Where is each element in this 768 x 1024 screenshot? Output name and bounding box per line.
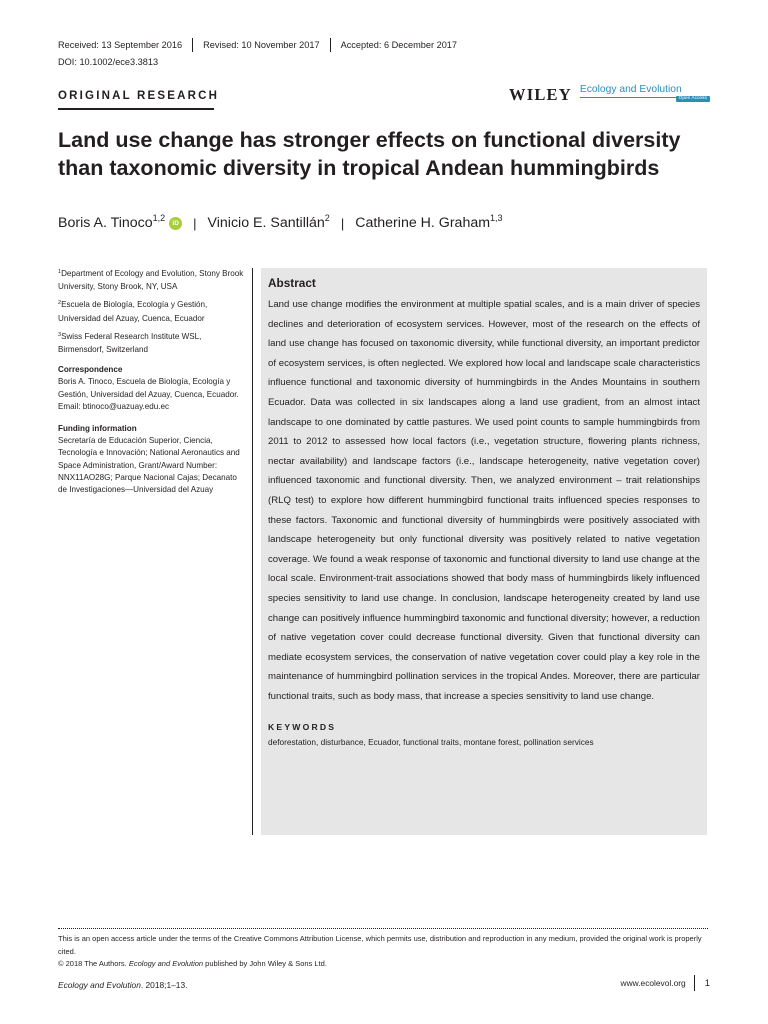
affiliation-text: Department of Ecology and Evolution, Stony Brook University, Stony Brook, NY, USA — [58, 269, 244, 292]
footer-divider-bar — [694, 975, 695, 991]
affiliation — [58, 331, 248, 356]
article-title: Land use change has stronger effects on functional diversity than taxonomic diversity in tropical Andean hummingbirds — [58, 128, 681, 180]
citation-details: . 2018;1–13. — [140, 980, 188, 990]
author-name[interactable]: Catherine H. Graham — [355, 215, 491, 231]
license-notice — [58, 933, 708, 971]
copyright-journal: Ecology and Evolution — [128, 959, 204, 968]
article-dates — [58, 38, 457, 52]
keywords-text: deforestation, disturbance, Ecuador, functional traits, montane forest, pollination services — [268, 737, 594, 748]
author-affiliation-sup: 1,3 — [490, 213, 503, 223]
abstract-heading: Abstract — [268, 276, 316, 290]
affiliation-sup: 1 — [58, 269, 62, 275]
page-number: 1 — [704, 977, 710, 989]
affiliation-sup: 2 — [58, 300, 62, 307]
article-sidebar — [58, 268, 248, 506]
wiley-wordmark: WILEY — [509, 85, 572, 104]
date-divider — [192, 38, 193, 52]
footer-right — [621, 975, 710, 991]
section-label: ORIGINAL RESEARCH — [58, 90, 220, 102]
license-text: This is an open access article under the terms of the Creative Commons Attribution License, which permits use, distribution and reproduction in any medium, provided the original work is properly cited. — [58, 934, 702, 956]
abstract-box — [261, 268, 707, 835]
footer-divider — [58, 928, 708, 929]
open-access-badge: Open Access — [676, 96, 710, 102]
correspondence-text: Boris A. Tinoco, Escuela de Biología, Ecología y Gestión, Universidad del Azuay, Cuenca, Ecuador. — [58, 377, 239, 399]
revised-date: Revised: 10 November 2017 — [203, 40, 320, 50]
journal-name: Ecology and Evolution — [579, 84, 682, 95]
section-underline — [58, 108, 214, 110]
orcid-icon[interactable]: iD — [169, 217, 182, 230]
column-divider — [252, 268, 253, 835]
affiliation-sup: 3 — [58, 331, 62, 338]
correspondence-heading: Correspondence — [58, 365, 123, 375]
affiliation-text: Escuela de Biología, Ecología y Gestión, Universidad del Azuay, Cuenca, Ecuador — [58, 300, 208, 323]
correspondence-email[interactable]: Email: btinoco@uazuay.edu.ec — [58, 401, 170, 411]
funding-block — [58, 423, 248, 496]
affiliation-text: Swiss Federal Research Institute WSL, Birmensdorf, Switzerland — [58, 331, 202, 355]
author-name[interactable]: Boris A. Tinoco — [58, 215, 153, 231]
accepted-date: Accepted: 6 December 2017 — [340, 40, 458, 50]
citation-journal: Ecology and Evolution — [58, 980, 141, 990]
correspondence-block — [58, 364, 248, 413]
citation-line — [58, 980, 187, 990]
keywords-heading: KEYWORDS — [268, 722, 337, 733]
received-date: Received: 13 September 2016 — [58, 40, 183, 50]
publisher-logo[interactable] — [509, 84, 710, 105]
funding-text: Secretaría de Educación Superior, Ciencia, Tecnología e Innovación; National Aeronautics and Space Administration, Grant/Award Number: NNX11AO28G; Parque Nacional Cajas; Decanato de Investigaciones—Universidad del Azuay — [58, 436, 240, 495]
author-separator: | — [340, 215, 345, 231]
author-separator: | — [193, 215, 197, 231]
author-affiliation-sup: 2 — [324, 213, 330, 223]
author-list — [58, 215, 503, 231]
journal-website-link[interactable]: www.ecolevol.org — [620, 978, 686, 988]
funding-heading: Funding information — [58, 424, 137, 434]
affiliation — [58, 299, 248, 324]
date-divider — [330, 38, 331, 52]
copyright-prefix: © 2018 The Authors. — [58, 959, 129, 968]
author-affiliation-sup: 1,2 — [152, 213, 166, 223]
author-name[interactable]: Vinicio E. Santillán — [207, 215, 325, 231]
journal-brand — [579, 84, 710, 101]
copyright-line — [58, 958, 708, 971]
abstract-text: Land use change modifies the environment at multiple spatial scales, and is a main driver of species declines and deterioration of ecosystem services. However, most of the research on the effects of land use change has focused on taxonomic diversity, while functional diversity, an important predictor of ecosystem services, is often neglected. We explored how local and landscape scale characteristics influence functional and taxonomic diversity of hummingbirds in the Andes Mountains in southern Ecuador. Data was collected in six landscapes along a land use gradient, from an almost intact landscape to one dominated by cattle pastures. We used point counts to sample hummingbirds from 2011 to 2012 to assessed how local factors (i.e., vegetation structure, flowering plants richness, nectar availability) and landscape factors (i.e., landscape heterogeneity, native vegetation cover) influenced taxonomic and functional diversity. Then, we analyzed environment – trait relationships (RLQ test) to explore how different hummingbird functional traits influenced species responses to these factors. Taxonomic and functional diversity of hummingbirds were positively associated with landscape heterogeneity but only functional diversity was positively related to native vegetation coverage. We found a weak response of taxonomic and functional diversity to land use change at the local scale. Environment-trait associations showed that body mass of hummingbirds likely influenced species sensitivity to land use change. In conclusion, landscape heterogeneity created by land use change can positively influence hummingbird taxonomic and functional diversity; however, a reduction of native vegetation cover could decrease functional diversity. Given that functional diversity can mediate ecosystem services, the conservation of native vegetation cover could play a key role in the maintenance of hummingbird pollination services in the tropical Andes. Moreover, there are particular functional traits, such as body mass, that increase a species sensitivity to land use change. — [268, 299, 700, 702]
doi[interactable]: DOI: 10.1002/ece3.3813 — [58, 57, 159, 67]
affiliation — [58, 268, 248, 293]
copyright-suffix: published by John Wiley & Sons Ltd. — [203, 959, 327, 968]
